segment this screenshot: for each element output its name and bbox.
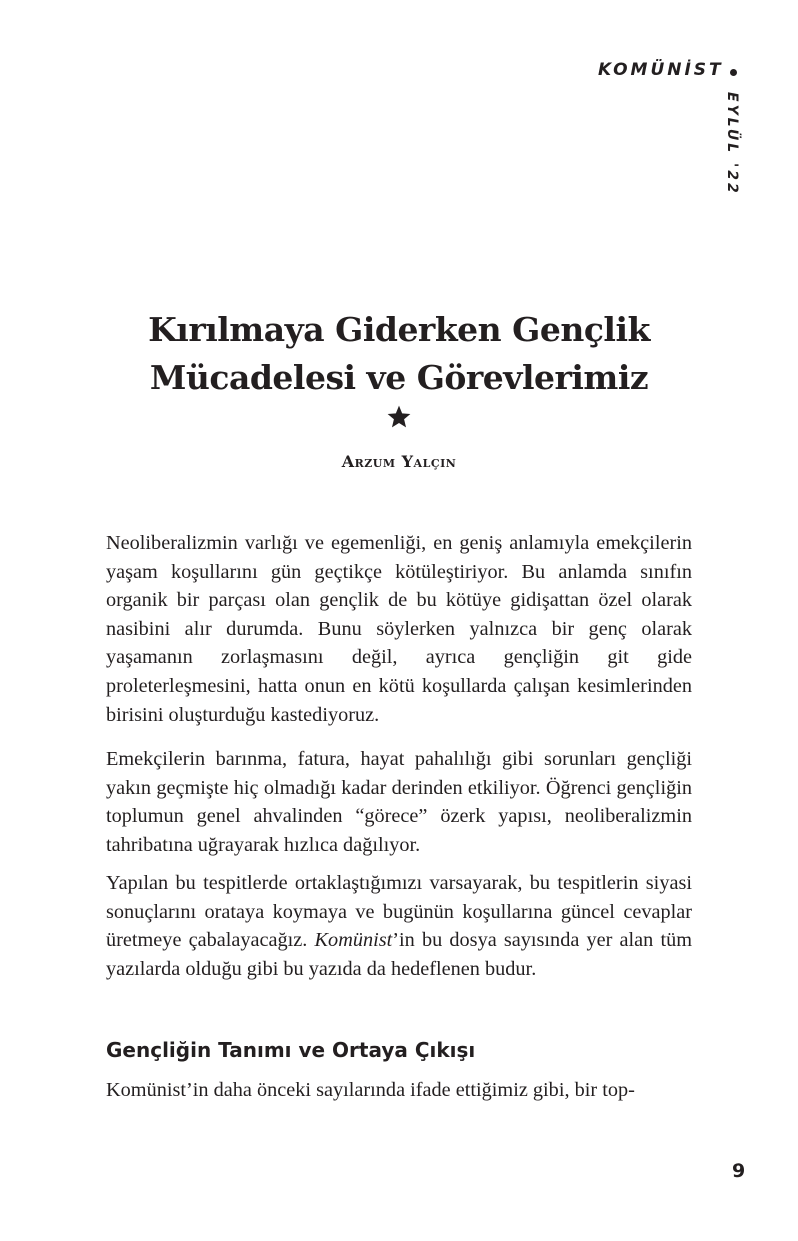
publication-name: KOMÜNİST bbox=[598, 60, 724, 80]
paragraph-2: Emekçilerin barınma, fatura, hayat pahalılığı gibi sorunları gençliği yakın geçmişte hiç olmadığı kadar derinden etkiliyor. Öğrenci gençliğin toplumun genel ahvalinden “görece” özerk yapısı, neoliberalizmin tahribatına uğrayarak hızlıca dağılıyor. bbox=[106, 748, 692, 856]
paragraph-1: Neoliberalizmin varlığı ve egemenliği, en geniş anlamıyla emekçilerin yaşam koşullarını gün geçtikçe kötüleştiriyor. Bu anlamda sınıfın organik bir parçası olan gençlik de bu kötüye gidişattan özel olarak nasibini alır durumda. Bunu söylerken yalnızca bir genç olarak yaşamanın zorlaşmasını değil, ayrıca gençliğin git gide proleterleşmesini, hatta onun en kötü koşullarda çalışan kesimlerinden birisini oluşturduğu kastediyoruz. bbox=[106, 532, 692, 726]
paragraph-3-text: Yapılan bu tespitlerde ortaklaştığımızı varsayarak, bu tespitlerin siyasi sonuçlarını orataya koymaya ve bugünün koşullarına güncel cevaplar üretmeye çabalayacağız. bbox=[106, 872, 692, 952]
bullet-dot-icon bbox=[730, 69, 737, 76]
publication-reference: Komünist bbox=[314, 929, 393, 952]
title-line-1: Kırılmaya Giderken Gençlik bbox=[148, 310, 650, 349]
star-icon bbox=[386, 404, 412, 430]
article-title bbox=[100, 306, 698, 402]
issue-date: EYLÜL '22 bbox=[724, 92, 740, 196]
paragraph-3 bbox=[106, 869, 692, 983]
title-line-2: Mücadelesi ve Görevlerimiz bbox=[149, 358, 649, 397]
section-paragraph: Komünist’in daha önceki sayılarında ifade ettiğimiz gibi, bir top- bbox=[106, 1079, 635, 1101]
author-name: Arzum Yalçın bbox=[341, 452, 457, 471]
section-heading: Gençliğin Tanımı ve Ortaya Çıkışı bbox=[106, 1038, 476, 1062]
paragraph-3-text-end: ’in bu dosya sayısında yer alan tüm yazılarda olduğu gibi bu yazıda da hedeflenen budur. bbox=[106, 929, 692, 980]
page-number: 9 bbox=[732, 1160, 746, 1182]
